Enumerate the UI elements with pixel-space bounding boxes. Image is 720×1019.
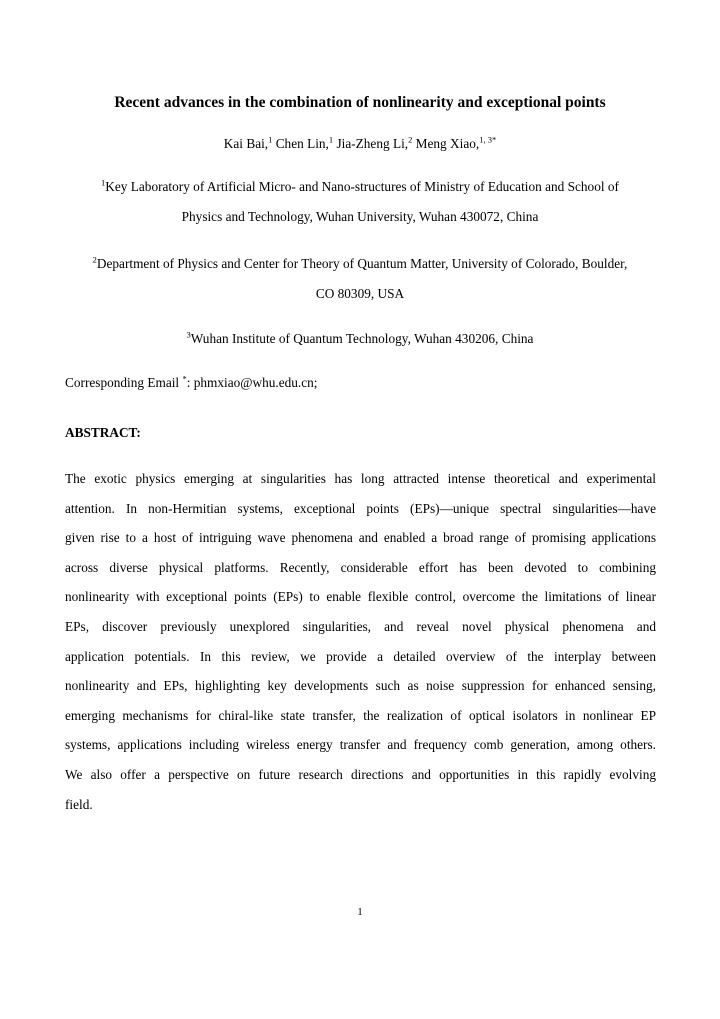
author-name: Kai Bai, — [223, 136, 269, 151]
author-list — [40, 136, 680, 152]
author-affiliation-marker: 1, 3* — [479, 134, 497, 145]
author-name: Meng Xiao, — [415, 136, 480, 151]
abstract-line: given rise to a host of intriguing wave phenomena and enabled a broad range of promising applications — [65, 530, 656, 546]
affiliation-line — [60, 249, 660, 279]
affiliation-3 — [60, 324, 660, 354]
affiliation-marker: 2 — [92, 254, 97, 265]
abstract-line: nonlinearity with exceptional points (EPs) to enable flexible control, overcome the limitations of linear — [65, 589, 656, 605]
affiliation-line — [60, 324, 660, 354]
affiliation-line — [60, 172, 660, 202]
author-affiliation-marker: 2 — [408, 134, 413, 145]
abstract-line: We also offer a perspective on future research directions and opportunities in this rapidly evolving — [65, 766, 656, 782]
paper-title: Recent advances in the combination of nonlinearity and exceptional points — [114, 94, 606, 111]
abstract-heading: ABSTRACT: — [65, 425, 141, 440]
email-address: : phmxiao@whu.edu.cn; — [186, 375, 318, 390]
abstract-line: across diverse physical platforms. Recently, considerable effort has been devoted to combining — [65, 559, 656, 575]
abstract-line: application potentials. In this review, we provide a detailed overview of the interplay between — [65, 648, 656, 664]
abstract-body — [65, 464, 656, 819]
affiliation-text: Department of Physics and Center for Theory of Quantum Matter, University of Colorado, Boulder, — [96, 256, 628, 271]
corresponding-email — [65, 375, 318, 391]
author-name: Chen Lin, — [275, 136, 329, 151]
affiliation-line: CO 80309, USA — [315, 286, 405, 301]
affiliation-2 — [60, 249, 660, 309]
abstract-line: systems, applications including wireless energy transfer and frequency comb generation, among others. — [65, 737, 656, 753]
abstract-line: nonlinearity and EPs, highlighting key developments such as noise suppression for enhanced sensing, — [65, 678, 656, 694]
affiliation-1 — [60, 172, 660, 232]
author-name: Jia-Zheng Li, — [336, 136, 409, 151]
abstract-line: The exotic physics emerging at singularities has long attracted intense theoretical and experimental — [65, 471, 656, 486]
affiliation-marker: 3 — [186, 329, 191, 340]
page-number: 1 — [357, 906, 363, 918]
affiliation-line: Physics and Technology, Wuhan University, Wuhan 430072, China — [181, 209, 539, 224]
email-marker: * — [182, 373, 187, 384]
abstract-line: field. — [65, 796, 93, 812]
email-label: Corresponding Email — [65, 375, 183, 390]
author-affiliation-marker: 1 — [328, 134, 334, 145]
affiliation-text: Key Laboratory of Artificial Micro- and Nano-structures of Ministry of Education and School of — [105, 179, 619, 194]
affiliation-text: Wuhan Institute of Quantum Technology, Wuhan 430206, China — [190, 331, 534, 346]
abstract-line: EPs, discover previously unexplored singularities, and reveal novel physical phenomena and — [65, 618, 656, 634]
author-affiliation-marker: 1 — [268, 134, 273, 145]
abstract-line: attention. In non-Hermitian systems, exceptional points (EPs)—unique spectral singularities—have — [65, 500, 656, 516]
affiliation-marker: 1 — [101, 177, 106, 188]
abstract-line: emerging mechanisms for chiral-like state transfer, the realization of optical isolators in nonlinear EP — [65, 707, 656, 723]
